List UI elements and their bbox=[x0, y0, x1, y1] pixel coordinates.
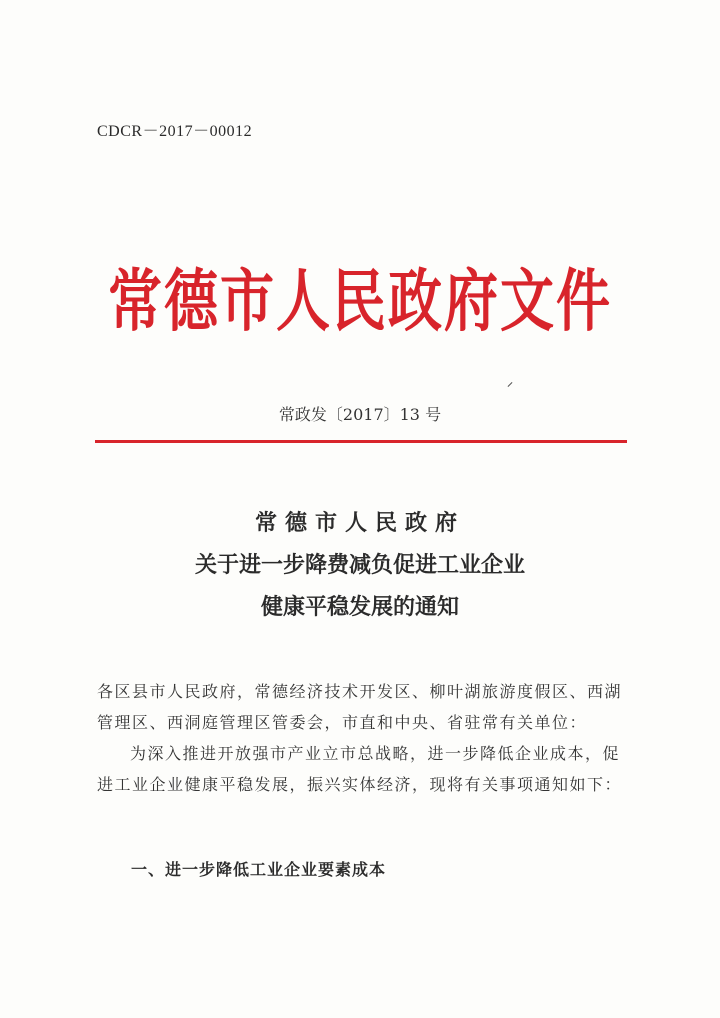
section-heading-1: 一、进一步降低工业企业要素成本 bbox=[131, 860, 387, 879]
addressee-paragraph: 各区县市人民政府，常德经济技术开发区、柳叶湖旅游度假区、西湖管理区、西洞庭管理区管委会，市直和中央、省驻常有关单位： bbox=[97, 682, 623, 732]
notice-title-line-subject-end: 健康平稳发展的通知 bbox=[260, 594, 459, 620]
document-number: 常政发〔2017〕13 号 bbox=[278, 405, 442, 424]
notice-title-line-subject: 关于进一步降费减负促进工业企业 bbox=[194, 552, 525, 578]
intro-paragraph: 为深入推进开放强市产业立市总战略，进一步降低企业成本，促进工业企业健康平稳发展，振兴实体经济，现将有关事项通知如下： bbox=[97, 744, 623, 794]
red-separator-line bbox=[95, 440, 627, 443]
notice-body bbox=[97, 676, 629, 800]
notice-title bbox=[0, 502, 720, 628]
document-code: CDCR－2017－00012 bbox=[97, 123, 253, 140]
notice-title-line-issuer: 常德市人民政府 bbox=[254, 510, 465, 536]
document-header-title: 常德市人民政府文件 bbox=[108, 260, 612, 341]
stray-mark bbox=[508, 382, 513, 387]
